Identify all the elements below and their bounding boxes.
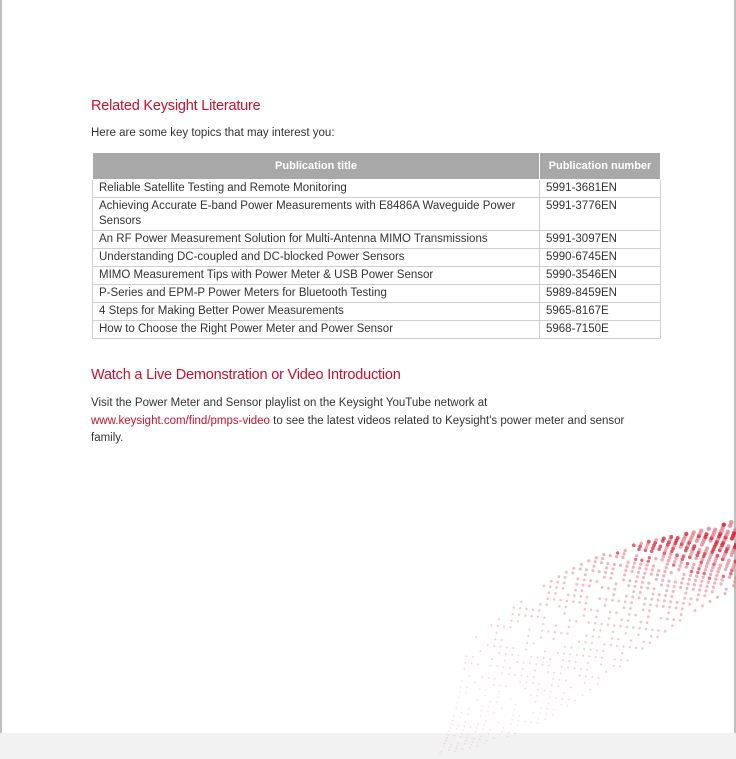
video-section-title: Watch a Live Demonstration or Video Introduction bbox=[91, 367, 401, 383]
page-edge-left bbox=[0, 0, 2, 759]
table-row bbox=[93, 231, 661, 249]
publication-title: Achieving Accurate E-band Power Measurements with E8486A Waveguide Power Sensors bbox=[93, 198, 540, 231]
table-row bbox=[93, 180, 661, 198]
publication-title: Understanding DC-coupled and DC-blocked Power Sensors bbox=[93, 249, 540, 267]
publication-title: Reliable Satellite Testing and Remote Monitoring bbox=[93, 180, 540, 198]
publication-title: An RF Power Measurement Solution for Multi-Antenna MIMO Transmissions bbox=[93, 231, 540, 249]
literature-table bbox=[92, 152, 661, 339]
publication-number: 5990-6745EN bbox=[540, 249, 661, 267]
table-row bbox=[93, 198, 661, 231]
publication-number: 5968-7150E bbox=[540, 321, 661, 339]
publication-number: 5991-3681EN bbox=[540, 180, 661, 198]
pmps-video-link[interactable]: www.keysight.com/find/pmps-video bbox=[91, 414, 270, 427]
publication-number: 5965-8167E bbox=[540, 303, 661, 321]
literature-intro: Here are some key topics that may interest you: bbox=[91, 127, 335, 139]
video-description bbox=[91, 395, 651, 448]
table-header-row bbox=[93, 153, 661, 180]
publication-number: 5989-8459EN bbox=[540, 285, 661, 303]
publication-number: 5991-3097EN bbox=[540, 231, 661, 249]
column-header-title: Publication title bbox=[93, 153, 540, 180]
publication-number: 5991-3776EN bbox=[540, 198, 661, 231]
publication-title: How to Choose the Right Power Meter and Power Sensor bbox=[93, 321, 540, 339]
video-text-after: to see the latest videos related to Keysight's power meter and sensor family. bbox=[91, 414, 625, 444]
table-row bbox=[93, 303, 661, 321]
video-text-before: Visit the Power Meter and Sensor playlist on the Keysight YouTube network at bbox=[91, 397, 488, 409]
publication-title: P-Series and EPM-P Power Meters for Bluetooth Testing bbox=[93, 285, 540, 303]
table-row bbox=[93, 285, 661, 303]
literature-section-title: Related Keysight Literature bbox=[91, 98, 261, 114]
publication-title: 4 Steps for Making Better Power Measurements bbox=[93, 303, 540, 321]
column-header-number: Publication number bbox=[540, 153, 661, 180]
table-row bbox=[93, 249, 661, 267]
publication-title: MIMO Measurement Tips with Power Meter & USB Power Sensor bbox=[93, 267, 540, 285]
table-row bbox=[93, 267, 661, 285]
decorative-dot-pattern bbox=[400, 499, 736, 759]
table-row bbox=[93, 321, 661, 339]
publication-number: 5990-3546EN bbox=[540, 267, 661, 285]
